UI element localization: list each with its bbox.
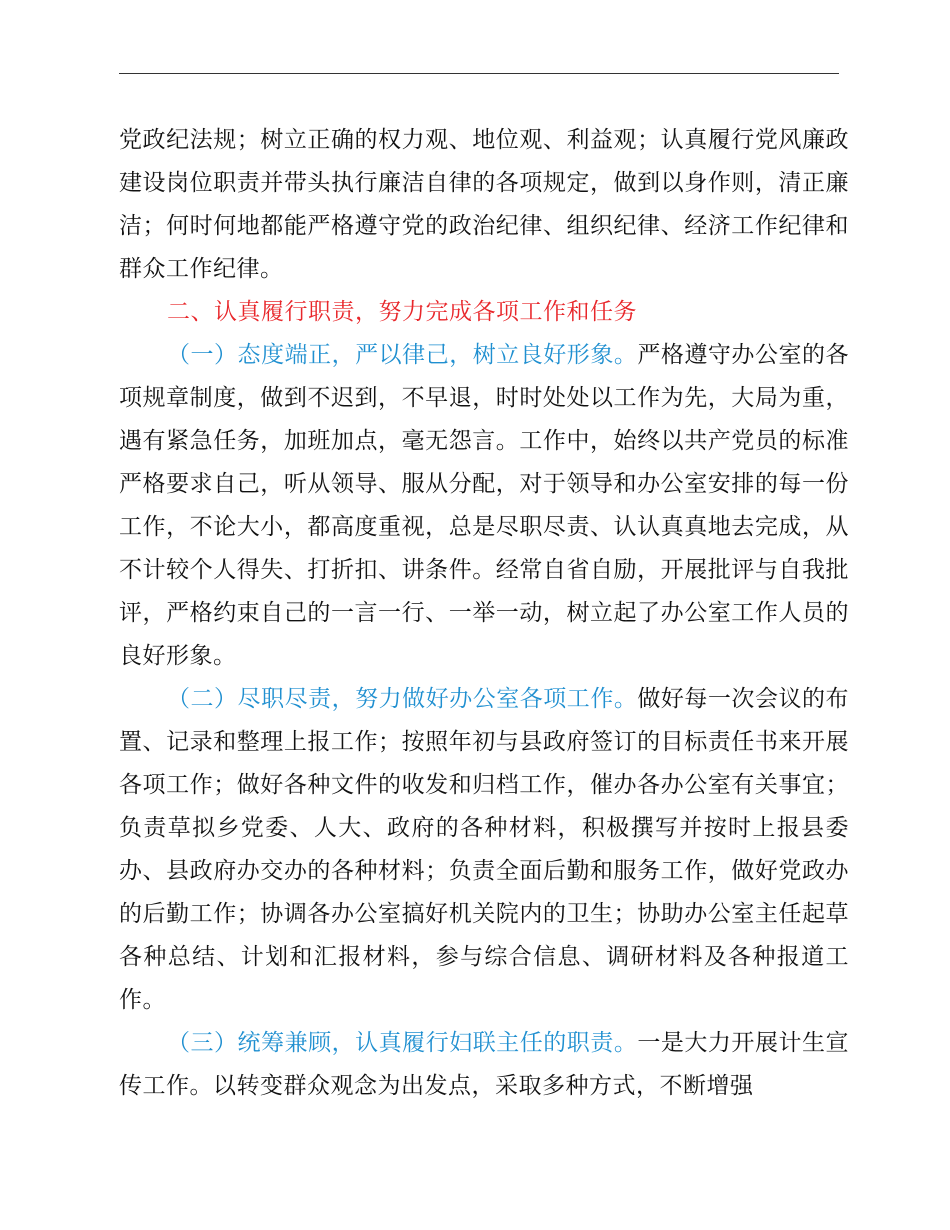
- subsection-one: [119, 334, 849, 678]
- subsection-three-title: （三）统筹兼顾，认真履行妇联主任的职责。: [167, 1030, 638, 1056]
- subsection-three-body: 一是大力开展计生宣传工作。以转变群众观念为出发点，采取多种方式，不断增强: [119, 1030, 850, 1099]
- paragraph-party-discipline: 党政纪法规；树立正确的权力观、地位观、利益观；认真履行党风廉政建设岗位职责并带头执行廉洁自律的各项规定，做到以身作则，清正廉洁；何时何地都能严格遵守党的政治纪律、组织纪律、经济工作纪律和群众工作纪律。: [119, 127, 849, 282]
- document-body: [119, 119, 849, 1108]
- subsection-two-title: （二）尽职尽责，努力做好办公室各项工作。: [167, 686, 638, 712]
- subsection-one-title: （一）态度端正，严以律己，树立良好形象。: [167, 342, 638, 368]
- subsection-two-body: 做好每一次会议的布置、记录和整理上报工作；按照年初与县政府签订的目标责任书来开展各项工作；做好各种文件的收发和归档工作，催办各办公室有关事宜；负责草拟乡党委、人大、政府的各种材料，积极撰写并按时上报县委办、县政府办交办的各种材料；负责全面后勤和服务工作，做好党政办的后勤工作；协调各办公室搞好机关院内的卫生；协助办公室主任起草各种总结、计划和汇报材料，参与综合信息、调研材料及各种报道工作。: [119, 686, 850, 1013]
- section-heading-two: 二、认真履行职责，努力完成各项工作和任务: [167, 299, 637, 325]
- header-rule: [119, 73, 839, 74]
- subsection-three: [119, 1022, 849, 1108]
- subsection-two: [119, 678, 849, 1022]
- subsection-one-body: 严格遵守办公室的各项规章制度，做到不迟到，不早退，时时处处以工作为先，大局为重，遇有紧急任务，加班加点，毫无怨言。工作中，始终以共产党员的标准严格要求自己，听从领导、服从分配，对于领导和办公室安排的每一份工作，不论大小，都高度重视，总是尽职尽责、认认真真地去完成，从不计较个人得失、打折扣、讲条件。经常自省自励，开展批评与自我批评，严格约束自己的一言一行、一举一动，树立起了办公室工作人员的良好形象。: [119, 342, 850, 669]
